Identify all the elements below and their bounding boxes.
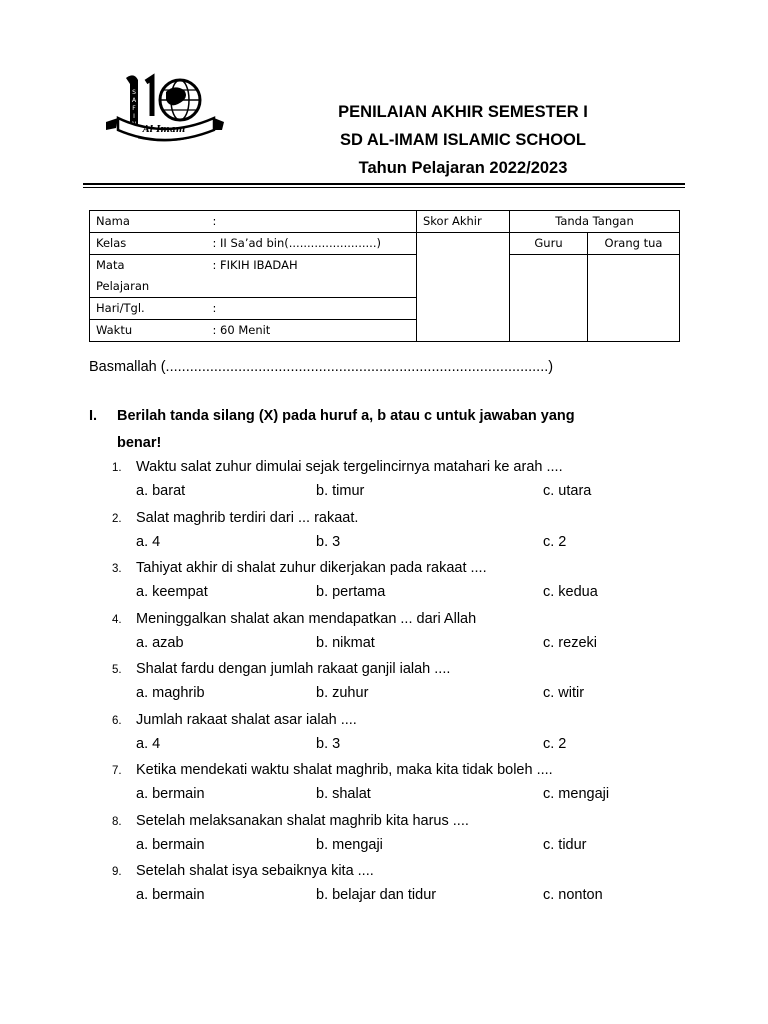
academic-year: Tahun Pelajaran 2022/2023 <box>358 159 568 177</box>
option-a: a. bermain <box>136 837 205 853</box>
option-b: b. nikmat <box>316 635 375 651</box>
hari-label: Hari/Tgl. <box>90 298 207 320</box>
question-8 <box>112 813 692 829</box>
option-b: b. belajar dan tidur <box>316 887 437 903</box>
guru-header: Guru <box>510 233 588 255</box>
question-number: 5. <box>112 664 122 676</box>
exam-title: PENILAIAN AKHIR SEMESTER I <box>338 103 588 121</box>
option-a: a. bermain <box>136 786 205 802</box>
student-info-table <box>89 210 680 342</box>
option-c: c. utara <box>543 483 592 499</box>
section-instruction <box>89 403 689 457</box>
question-number: 7. <box>112 765 122 777</box>
question-text: Setelah shalat isya sebaiknya kita .... <box>136 863 374 879</box>
option-a: a. maghrib <box>136 685 205 701</box>
option-c: c. nonton <box>543 887 603 903</box>
waktu-label: Waktu <box>90 320 207 342</box>
option-c: c. mengaji <box>543 786 610 802</box>
mapel-value: : FIKIH IBADAH <box>207 255 417 298</box>
option-c: c. 2 <box>543 534 567 550</box>
option-c: c. tidur <box>543 837 587 853</box>
option-a: a. keempat <box>136 584 208 600</box>
question-4 <box>112 611 692 627</box>
svg-text:F: F <box>132 105 136 112</box>
ortu-header: Orang tua <box>588 233 680 255</box>
guru-signature-box <box>510 255 588 342</box>
question-1 <box>112 459 692 475</box>
question-text: Shalat fardu dengan jumlah rakaat ganjil ialah .... <box>136 661 451 677</box>
mapel-label <box>90 255 207 298</box>
question-number: 2. <box>112 513 122 525</box>
question-number: 1. <box>112 462 122 474</box>
question-text: Tahiyat akhir di shalat zuhur dikerjakan pada rakaat .... <box>136 560 487 576</box>
question-text: Jumlah rakaat shalat asar ialah .... <box>136 712 357 728</box>
option-a: a. barat <box>136 483 186 499</box>
question-5 <box>112 661 692 677</box>
option-c: c. 2 <box>543 736 567 752</box>
header-divider <box>83 183 685 185</box>
option-c: c. kedua <box>543 584 598 600</box>
question-number: 8. <box>112 816 122 828</box>
mapel-label-line2: Pelajaran <box>96 279 150 293</box>
school-logo <box>104 70 224 150</box>
option-a: a. 4 <box>136 736 161 752</box>
question-number: 6. <box>112 715 122 727</box>
mapel-label-line1: Mata <box>96 258 125 272</box>
hari-value: : <box>207 298 417 320</box>
waktu-value: : 60 Menit <box>207 320 417 342</box>
question-9 <box>112 863 692 879</box>
svg-text:S: S <box>132 89 136 96</box>
skor-box <box>417 233 510 342</box>
question-6 <box>112 712 692 728</box>
svg-text:A: A <box>131 97 137 104</box>
document-header <box>240 98 686 182</box>
svg-text:Al Imam: Al Imam <box>142 125 186 135</box>
option-b: b. shalat <box>316 786 371 802</box>
question-number: 3. <box>112 563 122 575</box>
option-b: b. 3 <box>316 534 341 550</box>
section-number: I. <box>89 408 98 424</box>
instruction-line1: Berilah tanda silang (X) pada huruf a, b atau c untuk jawaban yang <box>117 408 575 424</box>
option-b: b. pertama <box>316 584 386 600</box>
ortu-signature-box <box>588 255 680 342</box>
option-b: b. zuhur <box>316 685 369 701</box>
header-divider-thin <box>83 187 685 188</box>
question-text: Ketika mendekati waktu shalat maghrib, maka kita tidak boleh .... <box>136 762 553 778</box>
question-7 <box>112 762 692 778</box>
skor-header: Skor Akhir <box>417 211 510 233</box>
option-a: a. 4 <box>136 534 161 550</box>
question-2 <box>112 510 692 526</box>
ttd-header: Tanda Tangan <box>510 211 680 233</box>
school-name: SD AL-IMAM ISLAMIC SCHOOL <box>340 131 586 149</box>
svg-text:I: I <box>133 113 135 120</box>
question-number: 9. <box>112 866 122 878</box>
kelas-label: Kelas <box>90 233 207 255</box>
kelas-value: : II Sa’ad bin(........................) <box>207 233 417 255</box>
option-b: b. mengaji <box>316 837 383 853</box>
question-text: Waktu salat zuhur dimulai sejak tergelincirnya matahari ke arah .... <box>136 459 563 475</box>
option-b: b. 3 <box>316 736 341 752</box>
question-text: Salat maghrib terdiri dari ... rakaat. <box>136 510 359 526</box>
nama-value: : <box>207 211 417 233</box>
option-c: c. witir <box>543 685 585 701</box>
option-b: b. timur <box>316 483 365 499</box>
instruction-line2: benar! <box>117 435 162 451</box>
option-a: a. azab <box>136 635 184 651</box>
option-c: c. rezeki <box>543 635 597 651</box>
basmallah-line: Basmallah (...............................................................................................) <box>89 359 554 375</box>
nama-label: Nama <box>90 211 207 233</box>
option-a: a. bermain <box>136 887 205 903</box>
question-text: Meninggalkan shalat akan mendapatkan ... dari Allah <box>136 611 477 627</box>
question-number: 4. <box>112 614 122 626</box>
question-3 <box>112 560 692 576</box>
question-text: Setelah melaksanakan shalat maghrib kita harus .... <box>136 813 469 829</box>
